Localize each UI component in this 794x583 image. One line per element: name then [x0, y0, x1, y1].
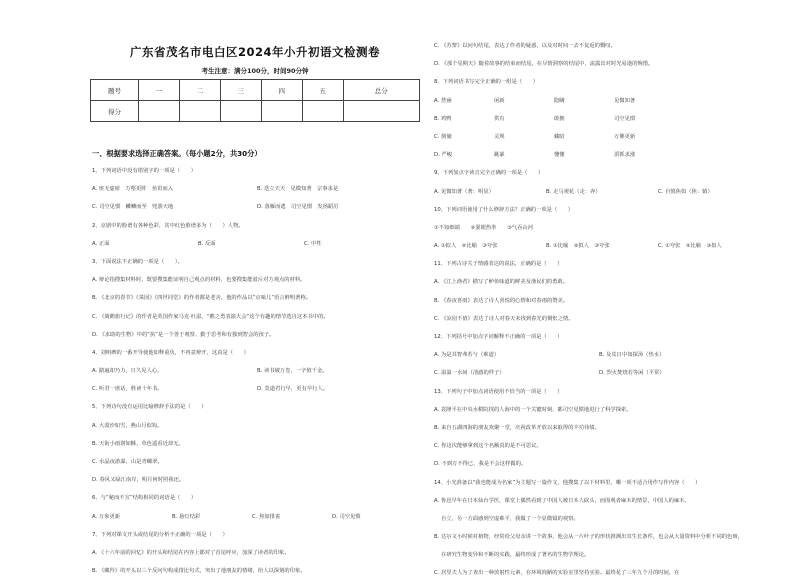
option-row — [92, 362, 422, 380]
score-header-cell: 五 — [302, 80, 343, 101]
question-line: C. 《骑鹅旅行记》的作者是英国作家马克·吐温，“鹅之勇表演大会”这个有趣的情节选自这本书中的。 — [92, 313, 329, 320]
question-line: 11、下列古诗关于情感表达的说法，正确的是（ ） — [434, 261, 563, 268]
answer-option: C. 倒储 — [434, 133, 452, 140]
answer-option: 灵规 — [494, 133, 505, 140]
score-cell[interactable] — [261, 101, 302, 122]
question-line: A. 辩论指搜集材料时，既要搜集能证明自己观点的材料，也要搜集能驳斥对方观点的材料。 — [92, 277, 306, 284]
question-line: A. 鲁迅早年在日本仙台学医，课堂上偶然看到了中国人被日本人砍头，而围观者麻木的情景，中国人的麻木， — [434, 497, 690, 504]
score-header-cell: 总分 — [343, 80, 419, 101]
answer-option: 滔抓求涨 — [614, 152, 636, 159]
answer-option: D. 莫道君行早，更有早行人。 — [257, 386, 329, 393]
answer-option: C. 温温一水间（清澈的样子） — [434, 370, 505, 377]
right-question-list — [434, 37, 772, 583]
option-row — [434, 346, 772, 364]
question-line: ①不知细端 ②耍眼热拳 ③气吞山河 — [434, 224, 533, 231]
question-line: 4、刘明碑的一番开导使他如释重负，不再意辩开，这真是（ ） — [92, 349, 249, 356]
score-row-label: 得分 — [91, 101, 139, 122]
answer-option: A. 慧涵 — [434, 97, 452, 104]
score-table — [90, 79, 420, 122]
answer-option: B. 鸡鸭 — [434, 115, 452, 122]
answer-option: A. ①拟人 ②比喻 ③夸张 — [434, 243, 498, 250]
answer-option: 跳暴 — [494, 152, 505, 159]
question-line: 14、小光准备以“我也能成为名家”为主题写一篇作文，他搜集了以下材料里，哪一项不适合用作写作内容（ ） — [434, 479, 701, 486]
answer-option: B. 走马观花（走：奔） — [546, 188, 601, 195]
option-row — [434, 146, 772, 164]
section-heading: 一、根据要求选择正确答案。（每小题2分，共30分） — [92, 149, 262, 158]
score-cell[interactable] — [220, 101, 261, 122]
question-line: 2、京剧中的脸谱有各种色彩，其中红色脸谱多为（ ）人物。 — [92, 222, 244, 229]
question-line: B. 天街小雨润如酥，草色遥看近却无。 — [92, 440, 184, 447]
question-line: A. 大漠沙如雪，燕山月似钩。 — [92, 422, 163, 429]
answer-option: D. 严峻 — [434, 152, 453, 159]
question-line: 5、下列诗句没有运用比喻修辞手法的是（ ） — [92, 404, 207, 411]
question-line: 10、下列词语使用了什么修辞方法？正确的一项是（ ） — [434, 206, 574, 213]
answer-option: B. 及其日中如探汤（热水） — [599, 352, 665, 359]
page-title: 广东省茂名市电白区2024年小升初语文检测卷 — [129, 45, 380, 59]
option-row — [434, 110, 772, 128]
score-header-cell: 一 — [139, 80, 180, 101]
question-line: 12、下列括号中加点字词解释不正确的一项是（ ） — [434, 334, 563, 340]
score-cell[interactable] — [302, 101, 343, 122]
question-line: A. 《十六年前的回忆》的开头和结尾在内容上都对了首尾呼应，加深了读者的印象。 — [92, 549, 290, 556]
question-line: C. 《苏黎》以问句结尾，表达了作者的疑惑，以及对时间一去不复返的慨叹。 — [434, 43, 616, 49]
score-cell[interactable] — [343, 101, 419, 122]
option-row — [434, 128, 772, 146]
answer-option: D. 落雁而逃 司空见惯 发扬蹈厉 — [257, 204, 339, 211]
answer-option: D. 司空见惯 — [332, 513, 361, 520]
answer-option: 懂懂 — [554, 152, 565, 159]
score-table-row — [91, 101, 420, 122]
answer-option: 藏暗 — [554, 133, 565, 140]
question-line: C. 《凉园不值》表达了诗人对春天未找到春光的惆怅之情。 — [434, 315, 574, 322]
option-row — [92, 380, 422, 398]
question-line: D. 《那个星期天》随着故事的结束而结尾，在尽情洞察的结尾中，流露出对时光易逝的惋惜。 — [434, 61, 654, 68]
answer-option: 司空见惯 — [614, 115, 636, 122]
question-line: 8、下列词语书写完全正确的一组是（ ） — [434, 79, 539, 86]
question-line: A. 袁隆平在中央水稻院找的人海中的一个关键时刻，都司空见惯地进行了科学探索。 — [434, 406, 632, 413]
left-question-list — [92, 162, 422, 580]
option-row — [434, 364, 772, 382]
question-line: 6、与“秘而不宣”结构相同的词语是（ ） — [92, 495, 197, 502]
question-line: B. 《春夜喜雨》表达了诗人喜悦的心情和对春雨的赞美。 — [434, 297, 569, 304]
answer-option: D. 烈火焚烧若等闲（平常） — [599, 370, 665, 377]
option-row — [92, 235, 422, 253]
option-row — [434, 237, 772, 255]
score-header-cell: 三 — [220, 80, 261, 101]
answer-option: 隐瞒 — [554, 97, 565, 104]
question-line: A. 《江上渔者》描写了鲈鱼味道的鲜美及渔民们的勇敢。 — [434, 279, 569, 286]
answer-option: 万佛更新 — [614, 133, 636, 140]
question-line: D. 不到万不得已，我是不会这样做的。 — [434, 461, 527, 468]
answer-option: B. 反面 — [198, 240, 216, 247]
answer-option: B. 迭立天天 见微知著 宗事求是 — [257, 186, 339, 193]
answer-option: B. 读书破万卷，一字值千金。 — [257, 368, 328, 375]
option-row — [92, 198, 422, 216]
exam-notice — [88, 66, 422, 75]
answer-option: A. 万象更新 — [92, 513, 121, 520]
score-header-cell: 四 — [261, 80, 302, 101]
answer-option: B. ①比喻 ②拟人 ③夸张 — [546, 243, 610, 250]
notice-label: 考生注意： — [201, 67, 234, 75]
answer-option: C. 自慎焦如（焦：镇） — [658, 188, 713, 195]
answer-option: C. 司空见惯 鳞鳞而至 兜游天地 — [92, 204, 174, 211]
question-line: B. 《北京的春节》《菜园》《四世同堂》的作者都是老舍，他的作品以“京味儿”语言鲜明著称。 — [92, 295, 312, 302]
answer-option: 见微知著 — [614, 97, 636, 104]
answer-option: A. 踏遍却乃力，日久见人心。 — [92, 368, 163, 375]
question-line: 自立，另一方面感到空虚难平，我做了一个显微镜的观察。 — [434, 515, 579, 522]
question-line: D. 《求助的生物》中的“执”是一个善于观察、勤于思考和有独到智会的孩子。 — [92, 331, 275, 338]
question-line: 9、下列加点字读音完全正确的一项是（ ） — [434, 170, 544, 177]
answer-option: C. 中性 — [304, 240, 322, 247]
question-line: 1、下列词语中没有错别字的一项是（ ） — [92, 168, 197, 174]
answer-option: B. 悬灯结彩 — [172, 513, 201, 520]
score-header-cell: 二 — [179, 80, 220, 101]
notice-text: 满分100分，时间90分钟 — [233, 67, 309, 75]
question-line: 13、下列句子中加点词语使用不恰当的一项是（ ） — [434, 388, 563, 395]
score-table-header-row — [91, 80, 420, 101]
question-line: D. 春风又绿江南岸，明月何时照我还。 — [92, 477, 185, 484]
answer-option: A. 正面 — [92, 240, 110, 247]
option-row — [434, 92, 772, 110]
question-line: 7、下列对课文开头或结尾的分析不正确的一项是（ ） — [92, 531, 228, 538]
answer-option: A. 座无虚席 万壑更阵 鱼贯而入 — [92, 186, 174, 193]
option-row — [434, 183, 772, 201]
answer-option: A. 为是其智弗若与（难道） — [434, 352, 500, 359]
question-line: B. 达尔文小时候对植物，经常给父母亲讲一个故事，他会从一片叶子的形状推测出其生长条件，也会从大量资料中分析不同的色斑， — [434, 534, 743, 541]
question-line: 在研究生物变异和不断的实践，最终形成了著名的生物学理论。 — [434, 552, 590, 559]
answer-option: C. 听君一席话，胜读十年书。 — [92, 386, 163, 393]
answer-option: 敢拥 — [554, 115, 565, 122]
answer-option: A. 见微知著（著：明显） — [434, 188, 494, 195]
answer-option: 闲新 — [494, 97, 505, 104]
question-line: C. 你这次能够拿到这个名额真的是不可思议。 — [434, 443, 542, 450]
score-header-cell: 题号 — [91, 80, 139, 101]
score-cell[interactable] — [139, 101, 180, 122]
question-line: B. 《藏羚》的开头以三个反问句构成排比句式，突出了他朋友的情绪，给人以深刻的印象。 — [92, 568, 306, 575]
question-line: C. 水晶夜游瀑，山是青螺翠。 — [92, 459, 163, 465]
question-line: C. 居里夫人为了查出一种放射性元素，在环境简陋的实验室里坚持实验。最终花了三年九个月的时间，在 — [434, 570, 680, 577]
answer-option: C. ①夸张 ②比喻 ③拟人 — [658, 243, 722, 250]
answer-option: C. 焦如排雀 — [252, 513, 281, 520]
answer-option: 供有 — [494, 115, 505, 122]
option-row — [92, 180, 422, 198]
question-line: 3、下面说法不正确的一项是（ ）。 — [92, 258, 183, 265]
question-line: B. 来自五湖四海的朋友欢聚一堂，庆祝改革开放以来取得的丰功伟绩。 — [434, 424, 600, 431]
score-cell[interactable] — [179, 101, 220, 122]
option-row — [92, 508, 422, 526]
